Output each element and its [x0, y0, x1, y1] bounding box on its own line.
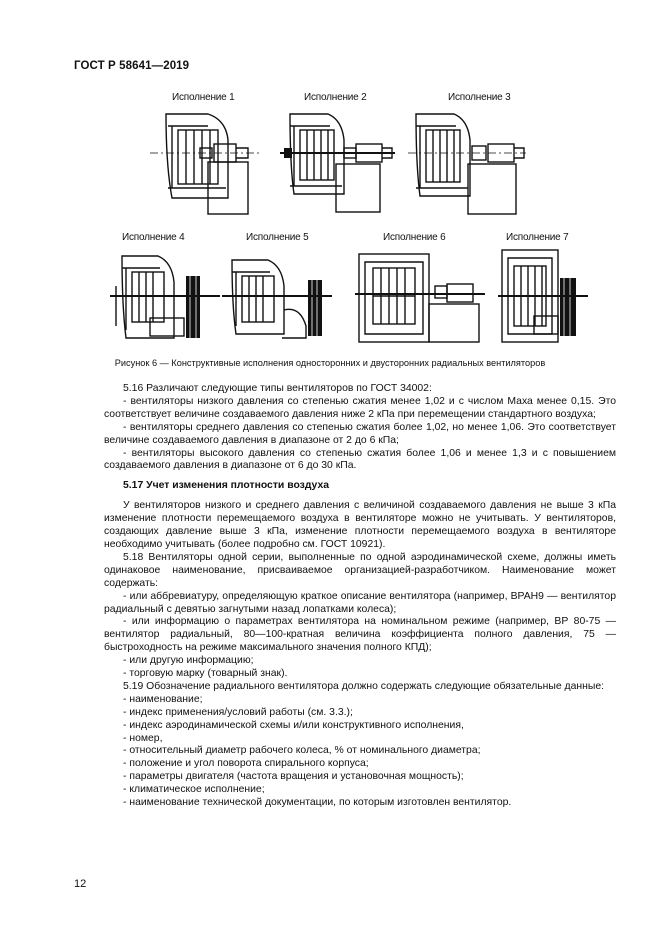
figure-label: Исполнение 7 [506, 232, 569, 243]
list-item: - индекс аэродинамической схемы и/или конструктивного исполнения, [123, 719, 464, 731]
list-item: - наименование технической документации, по которым изготовлен вентилятор. [123, 797, 512, 809]
page-number: 12 [74, 878, 87, 890]
fan-drawing [355, 246, 485, 346]
figure-caption: Рисунок 6 — Конструктивные исполнения односторонних и двусторонних радиальных вентиляторов [114, 358, 546, 368]
figure-variant-6 [355, 232, 485, 347]
figure-label: Исполнение 6 [383, 232, 446, 243]
figure-label: Исполнение 3 [448, 92, 511, 103]
list-item: - вентиляторы среднего давления со степенью сжатия более 1,02, но менее 1,06. Это соответствует величине создаваемого давления в диапазоне от 2 до 6 кПа; [104, 421, 616, 446]
list-item: - климатическое исполнение; [123, 784, 265, 796]
list-item: - вентиляторы высокого давления со степенью сжатия более 1,06 и менее 1,3 и с повышением создаваемого давления в диапазоне от 6 до 30 кПа. [104, 447, 616, 472]
figure-label: Исполнение 5 [246, 232, 309, 243]
list-item: - параметры двигателя (частота вращения и установочная мощность); [123, 771, 464, 783]
list-item: - вентиляторы низкого давления со степенью сжатия менее 1,02 и с числом Маха менее 0,15. Это соответствует величине создаваемого давления ниже 2 кПа при перемещении стандартного воздуха; [104, 395, 616, 420]
figure-label: Исполнение 4 [122, 232, 185, 243]
fan-drawing [222, 246, 332, 346]
figure-variant-7 [498, 232, 588, 347]
fan-drawing [408, 106, 526, 216]
paragraph: 5.16 Различают следующие типы вентиляторов по ГОСТ 34002: [123, 383, 432, 394]
list-item: - относительный диаметр рабочего колеса, % от номинального диаметра; [123, 745, 481, 757]
figure-variant-2 [280, 92, 395, 217]
fan-drawing [148, 106, 263, 216]
figure-label: Исполнение 1 [172, 92, 235, 103]
figure-variant-3 [408, 92, 526, 217]
fan-drawing [498, 246, 588, 346]
figure-variant-5 [222, 232, 332, 347]
body-text [104, 383, 616, 810]
list-item: - положение и угол поворота спирального корпуса; [123, 758, 369, 770]
document-header: ГОСТ Р 58641—2019 [74, 60, 190, 72]
list-item: - номер, [123, 732, 163, 744]
list-item: - наименование; [123, 693, 203, 705]
list-item: - индекс применения/условий работы (см. 3.3.); [123, 706, 353, 718]
list-item: - или аббревиатуру, определяющую краткое описание вентилятора (например, ВРАН9 — вентилятор радиальный с девятью загнутыми назад лопатками колеса); [104, 590, 616, 615]
paragraph: У вентиляторов низкого и среднего давления с величиной создаваемого давления не выше 3 кПа изменение плотности перемещаемого воздуха в вентиляторе можно не учитывать. У вентиляторов, создающих давление выше 3 кПа, изменение плотности перемещаемого воздуха в вентиляторе необходимо учитывать (более подробно см. ГОСТ 10921). [104, 500, 616, 550]
list-item: - торговую марку (товарный знак). [123, 668, 288, 680]
section-heading: 5.17 Учет изменения плотности воздуха [123, 480, 330, 492]
figure-variant-4 [110, 232, 220, 347]
figure-variant-1 [148, 92, 263, 217]
list-item: - или другую информацию; [123, 655, 254, 667]
fan-drawing [280, 106, 395, 216]
paragraph: 5.18 Вентиляторы одной серии, выполненные по одной аэродинамической схеме, должны иметь одинаковое наименование, присваиваемое организацией-разработчиком. Наименование может содержать: [104, 551, 616, 589]
paragraph: 5.19 Обозначение радиального вентилятора должно содержать следующие обязательные данные: [123, 680, 604, 692]
fan-drawing [110, 246, 220, 346]
figure-label: Исполнение 2 [304, 92, 367, 103]
list-item: - или информацию о параметрах вентилятора на номинальном режиме (например, ВР 80-75 — вентилятор радиальный, 80—100-кратная величина коэффициента полного давления, 75 — быстроходность на режиме максимального значения полного КПД); [104, 616, 616, 654]
